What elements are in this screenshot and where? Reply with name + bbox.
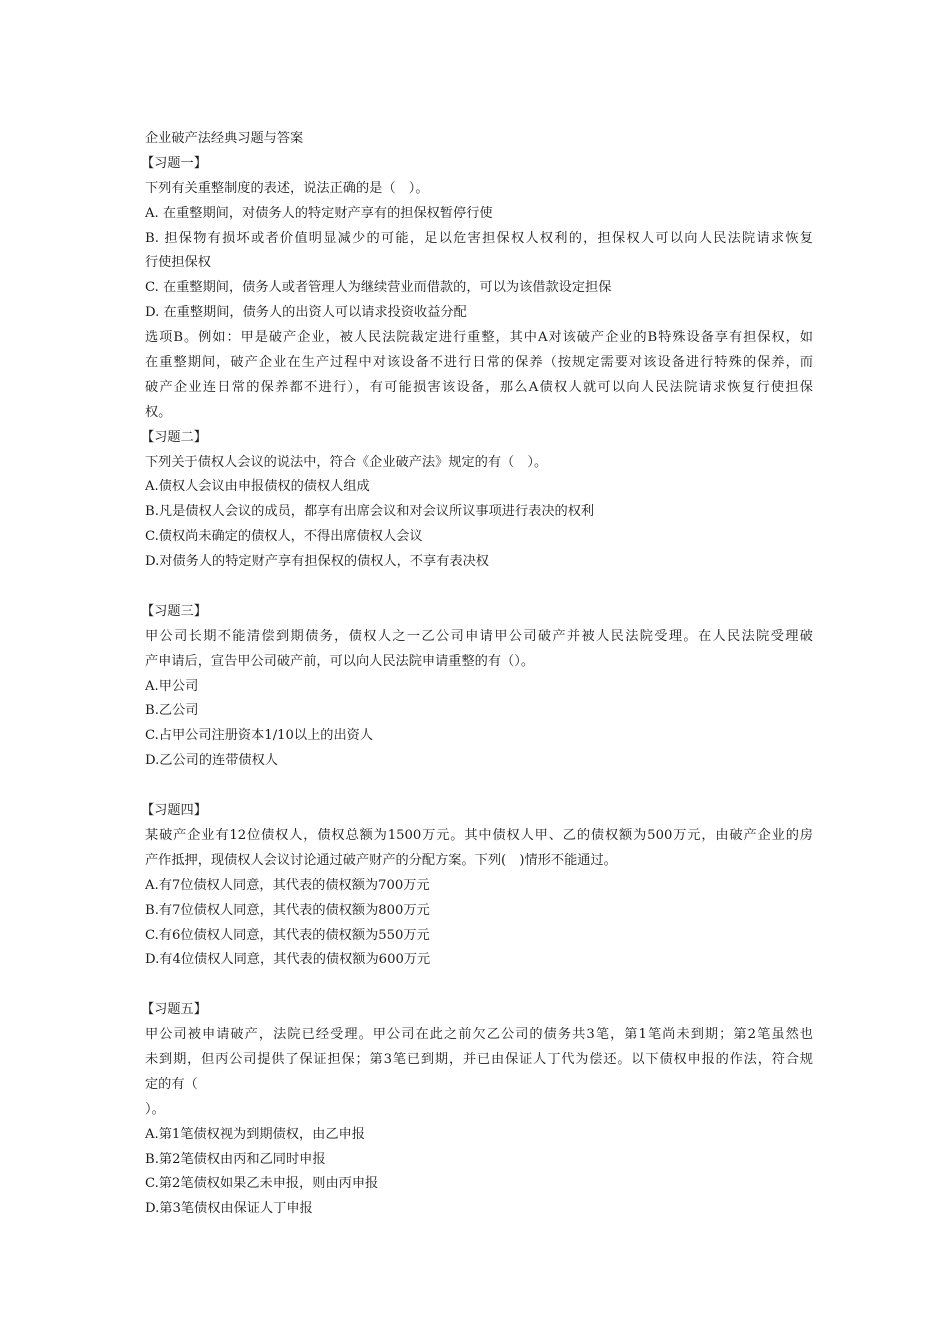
document-title: 企业破产法经典习题与答案 <box>145 131 304 146</box>
q1-option-c: C. 在重整期间，债务人或者管理人为继续营业而借款的，可以为该借款设定担保 <box>145 280 612 296</box>
q1-stem: 下列有关重整制度的表述，说法正确的是（ ）。 <box>145 180 429 196</box>
q1-answer-line-4: 权。 <box>145 404 172 420</box>
q5-option-d: D.第3笔债权由保证人丁申报 <box>145 1201 313 1217</box>
q5-heading: 【习题五】 <box>141 1002 207 1018</box>
q5-option-c: C.第2笔债权如果乙未申报，则由丙申报 <box>145 1176 379 1192</box>
q2-option-d: D.对债务人的特定财产享有担保权的债权人，不享有表决权 <box>145 554 489 570</box>
q3-option-a: A.甲公司 <box>145 678 199 694</box>
q5-stem-line-2: 未到期，但丙公司提供了保证担保；第3笔已到期，并已由保证人丁代为偿还。以下债权申报的作法，符合规 <box>145 1051 813 1067</box>
document-page <box>141 127 813 1222</box>
q1-option-d: D. 在重整期间，债务人的出资人可以请求投资收益分配 <box>145 305 467 321</box>
q4-stem-line-1: 某破产企业有12位债权人，债权总额为1500万元。其中债权人甲、乙的债权额为500万元，由破产企业的房 <box>145 827 813 843</box>
section-spacer <box>145 774 813 799</box>
section-spacer <box>145 973 813 998</box>
q5-option-b: B.第2笔债权由丙和乙同时申报 <box>145 1151 326 1167</box>
q4-option-c: C.有6位债权人同意，其代表的债权额为550万元 <box>145 927 430 943</box>
q1-answer-line-3: 破产企业连日常的保养都不进行），有可能损害该设备，那么A债权人就可以向人民法院请求恢复行使担保 <box>145 379 813 395</box>
q2-heading: 【习题二】 <box>141 429 207 445</box>
q4-option-d: D.有4位债权人同意，其代表的债权额为600万元 <box>145 952 431 968</box>
q5-stem-line-4: ）。 <box>145 1101 165 1117</box>
q3-option-d: D.乙公司的连带债权人 <box>145 753 278 769</box>
section-spacer <box>145 575 813 600</box>
q2-stem: 下列关于债权人会议的说法中，符合《企业破产法》规定的有（ ）。 <box>145 454 548 470</box>
q4-stem-line-2: 产作抵押，现债权人会议讨论通过破产财产的分配方案。下列( )情形不能通过。 <box>145 852 617 868</box>
q2-option-c: C.债权尚未确定的债权人，不得出席债权人会议 <box>145 529 423 545</box>
q5-option-a: A.第1笔债权视为到期债权，由乙申报 <box>145 1126 365 1142</box>
q3-option-c: C.占甲公司注册资本1/10以上的出资人 <box>145 728 374 744</box>
q3-heading: 【习题三】 <box>141 603 207 619</box>
q4-option-b: B.有7位债权人同意，其代表的债权额为800万元 <box>145 902 430 918</box>
q1-option-a: A. 在重整期间，对债务人的特定财产享有的担保权暂停行使 <box>145 205 493 221</box>
q3-stem-line-1: 甲公司长期不能清偿到期债务，债权人之一乙公司申请甲公司破产并被人民法院受理。在人民法院受理破 <box>145 628 813 644</box>
q1-option-b-line-1: B. 担保物有损坏或者价值明显减少的可能，足以危害担保权人权利的，担保权人可以向人民法院请求恢复 <box>145 230 813 246</box>
q1-answer-line-1: 选项B。例如：甲是破产企业，被人民法院裁定进行重整，其中A对该破产企业的B特殊设备享有担保权，如 <box>145 330 813 346</box>
q1-answer-line-2: 在重整期间，破产企业在生产过程中对该设备不进行日常的保养（按规定需要对该设备进行特殊的保养，而 <box>145 355 813 371</box>
q2-option-a: A.债权人会议由申报债权的债权人组成 <box>145 479 370 495</box>
q4-heading: 【习题四】 <box>141 803 207 819</box>
q2-option-b: B.凡是债权人会议的成员，都享有出席会议和对会议所议事项进行表决的权利 <box>145 504 595 520</box>
q1-option-b-line-2: 行使担保权 <box>145 255 211 271</box>
q4-option-a: A.有7位债权人同意，其代表的债权额为700万元 <box>145 877 430 893</box>
q3-stem-line-2: 产申请后，宣告甲公司破产前，可以向人民法院申请重整的有（）。 <box>145 653 535 669</box>
q5-stem-line-1: 甲公司被申请破产，法院已经受理。甲公司在此之前欠乙公司的债务共3笔，第1笔尚未到期；第2笔虽然也 <box>145 1027 813 1043</box>
q3-option-b: B.乙公司 <box>145 703 199 719</box>
q5-stem-line-3: 定的有（ <box>145 1076 198 1092</box>
q1-heading: 【习题一】 <box>141 155 207 171</box>
